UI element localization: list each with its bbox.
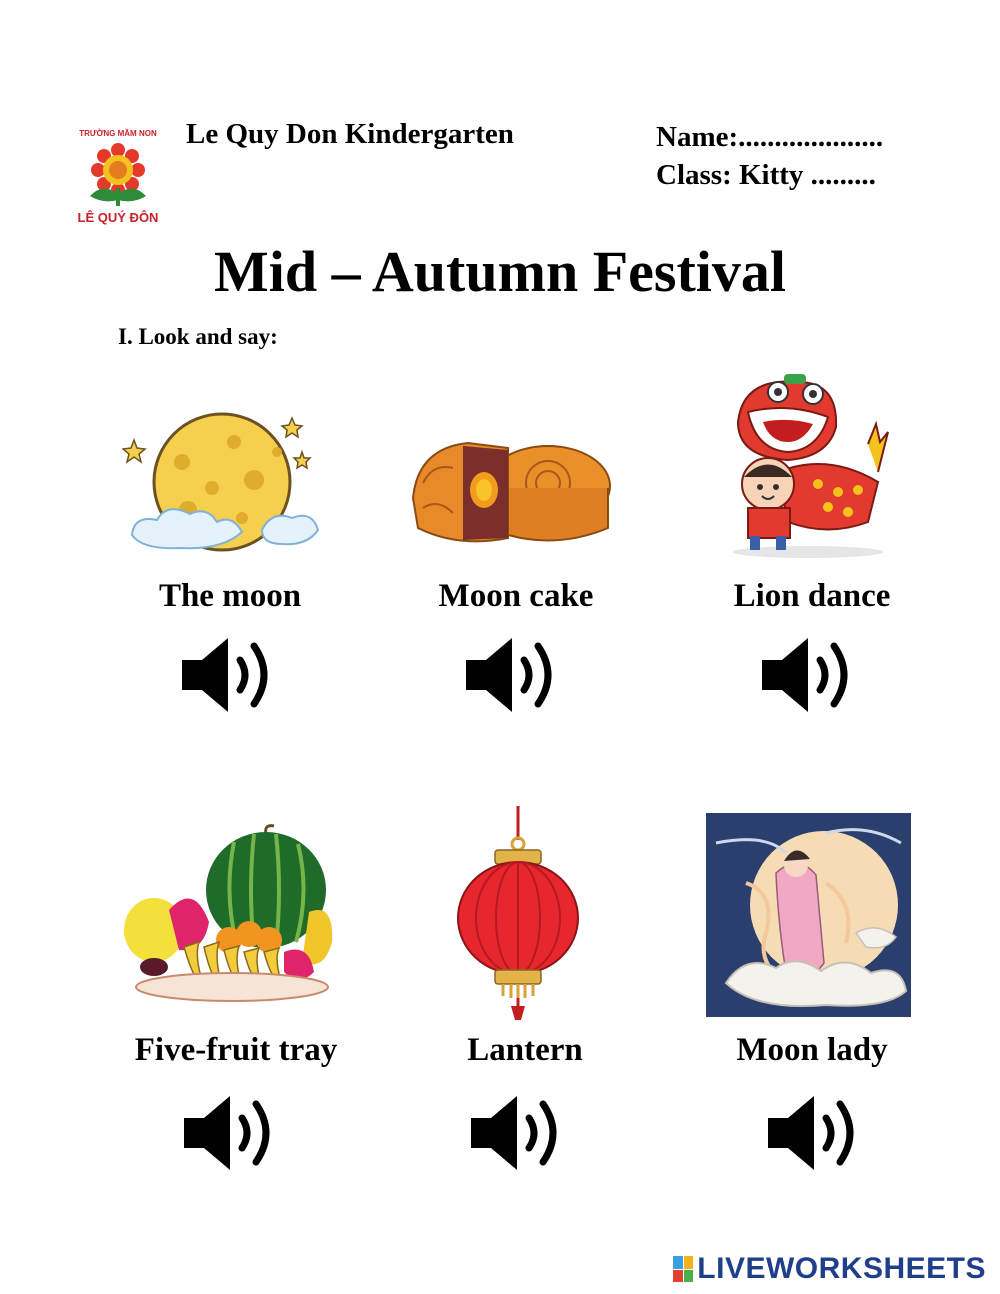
liveworksheets-text: LIVEWORKSHEETS [697,1252,986,1285]
label-lion-dance: Lion dance [733,578,891,614]
school-logo [68,122,168,228]
school-name: Le Quy Don Kindergarten [186,118,514,150]
speaker-icon [462,630,562,720]
speaker-lantern[interactable] [467,1088,567,1178]
speaker-icon [764,1088,864,1178]
speaker-icon [467,1088,567,1178]
speaker-moon-lady[interactable] [764,1088,864,1178]
mooncake-icon [408,428,613,558]
svg-text:LÊ QUÝ ĐÔN: LÊ QUÝ ĐÔN [77,210,159,225]
label-moon-cake: Moon cake [438,578,594,614]
liveworksheets-logo[interactable] [673,1252,986,1286]
moon-icon [122,410,327,560]
svg-text:TRƯỜNG MẦM NON: TRƯỜNG MẦM NON [79,129,157,138]
speaker-icon [758,630,858,720]
speaker-lion-dance[interactable] [758,630,858,720]
lantern-icon [455,806,581,1021]
liveworksheets-badge-icon [673,1256,693,1282]
speaker-icon [180,1088,280,1178]
class-line: Class: Kitty ......... [656,159,876,191]
moon-lady-icon [706,813,911,1017]
instruction: I. Look and say: [118,324,278,349]
speaker-five-fruit-tray[interactable] [180,1088,280,1178]
speaker-icon [178,630,278,720]
page-title: Mid – Autumn Festival [214,239,786,304]
lion-dance-icon [718,372,893,562]
label-moon-lady: Moon lady [736,1032,888,1068]
speaker-moon-cake[interactable] [462,630,562,720]
speaker-the-moon[interactable] [178,630,278,720]
name-line: Name:.................... [656,121,884,153]
fruit-tray-icon [124,822,339,1007]
label-lantern: Lantern [467,1032,583,1068]
label-the-moon: The moon [158,578,302,614]
label-five-fruit-tray: Five-fruit tray [134,1032,338,1068]
student-info [656,118,883,194]
